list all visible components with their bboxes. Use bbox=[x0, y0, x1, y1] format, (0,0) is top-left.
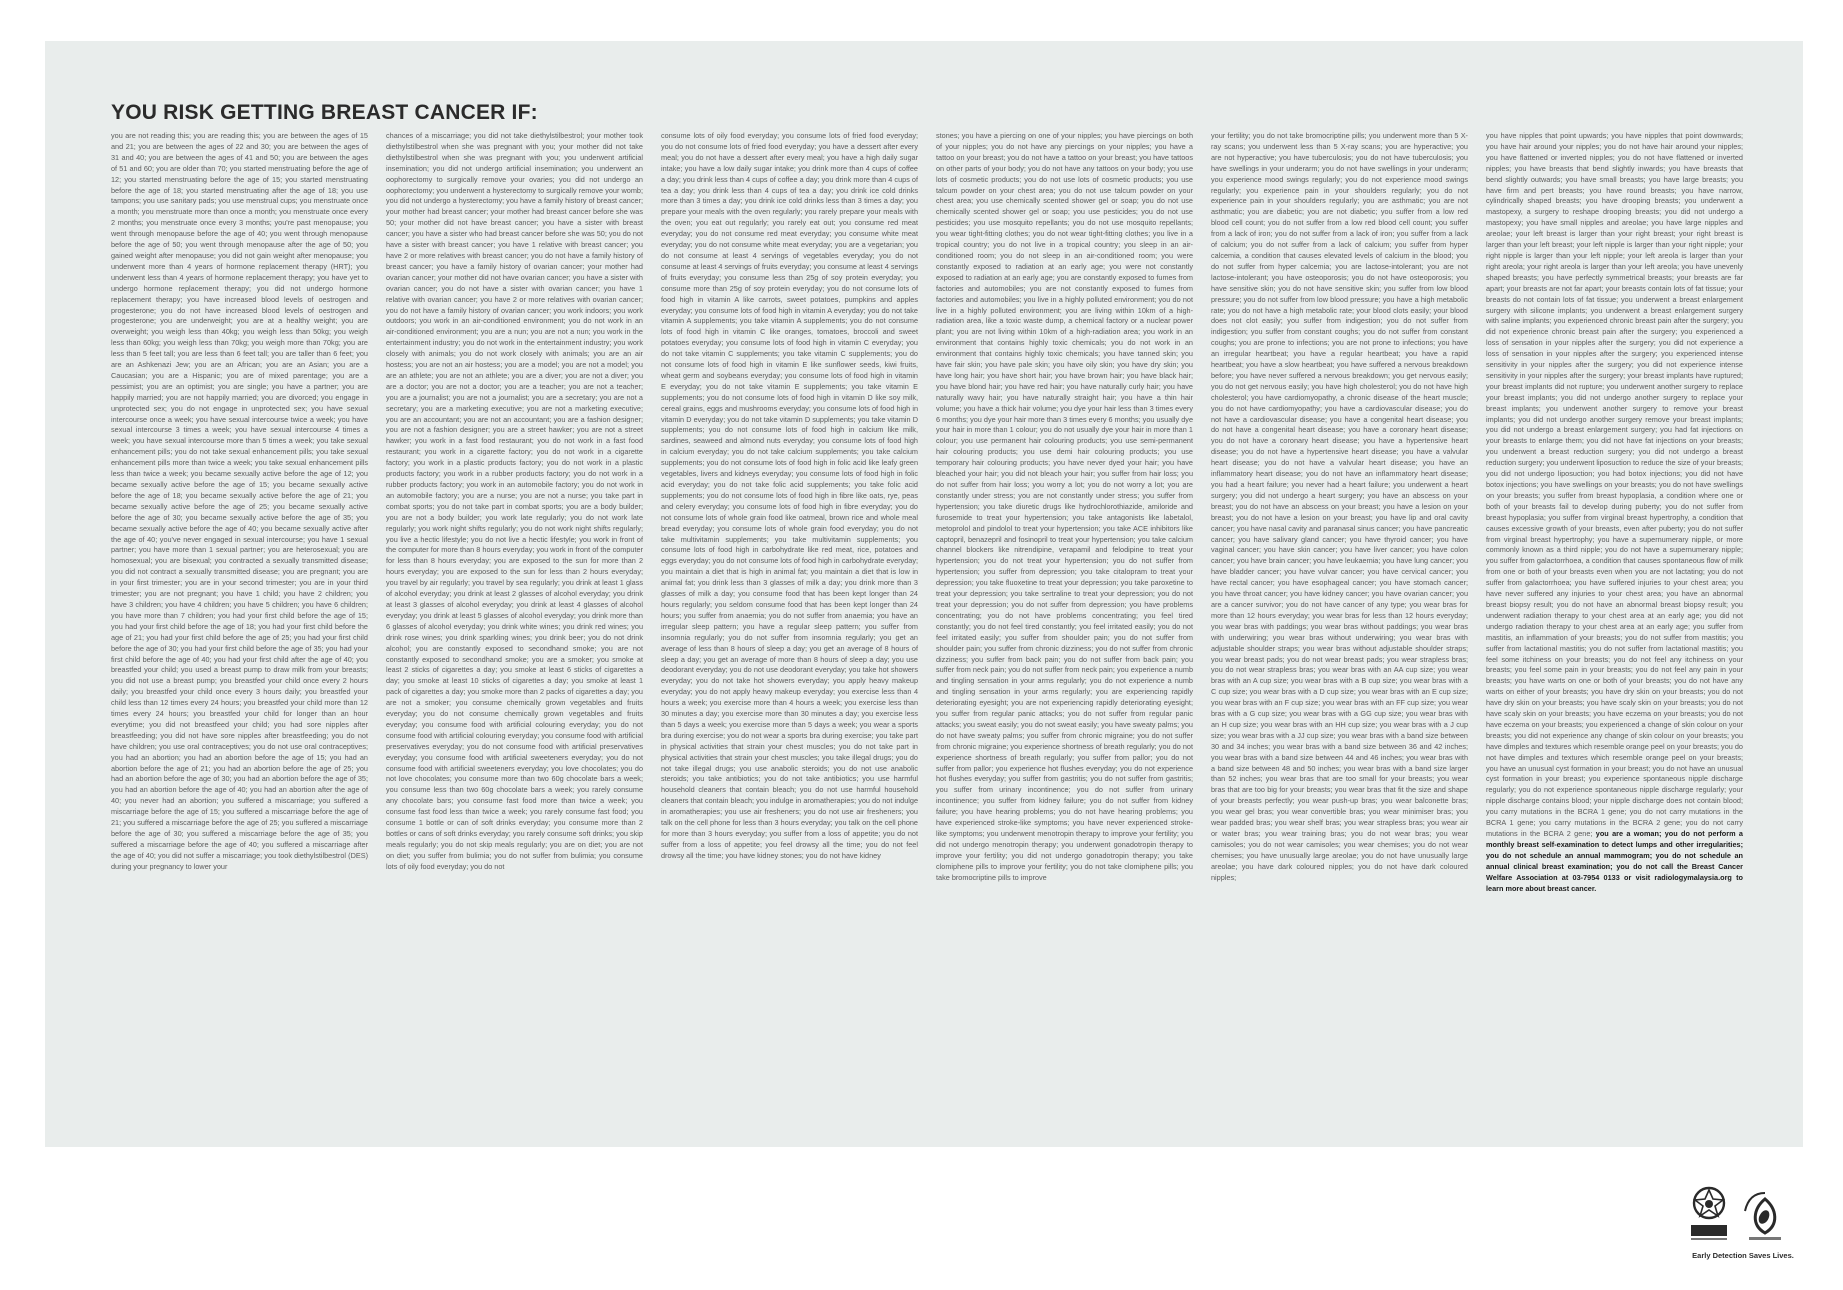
text-columns bbox=[111, 131, 1743, 1131]
footer-logos bbox=[1687, 1185, 1797, 1267]
text-column-3 bbox=[661, 131, 918, 1131]
column-3-text: consume lots of oily food everyday; you consume lots of fried food everyday; you do not consume lots of fried food everyday; you have a dessert after every meal; you do not have a dessert after every meal; you have a high daily sugar intake; you have a low daily sugar intake; you drink more than 4 cups of coffee a day; you drink less than 4 cups of coffee a day; you drink more than 4 cups of tea a day; you drink less than 4 cups of tea a day; you drink ice cold drinks more than 3 times a day; you drink ice cold drinks less than 3 times a day; you prepare your meals with the oven regularly; you rarely prepare your meals with the oven; you eat out regularly; you rarely eat out; you consume red meat everyday; you do not consume red meat everyday; you consume white meat everyday; you do not consume white meat everyday; you are a vegetarian; you do not consume at least 4 servings of vegetables everyday; you do not consume at least 4 servings of fruits everyday; you consume at least 4 servings of fruits everyday; you consume less than 25g of soy protein everyday; you consume more than 25g of soy protein everyday; you do not consume lots of food high in vitamin A like carrots, sweet potatoes, pumpkins and apples everyday; you consume lots of food high in vitamin A everyday; you do not take vitamin A supplements; you take vitamin A supplements; you do not consume lots of food high in vitamin C like oranges, tomatoes, broccoli and sweet potatoes everyday; you consume lots of food high in vitamin C everyday; you do not take vitamin C supplements; you take vitamin C supplements; you do not consume lots of food high in vitamin E like sunflower seeds, kiwi fruits, wheat germ and soybeans everyday; you consume lots of food high in vitamin E everyday; you do not take vitamin E supplements; you take vitamin E supplements; you do not consume lots of food high in vitamin D like soy milk, cereal grains, eggs and mushrooms everyday; you consume lots of food high in vitamin D everyday; you do not take vitamin D supplements; you take vitamin D supplements; you do not consume lots of food high in calcium like milk, sardines, seaweed and almond nuts everyday; you consume lots of food high in calcium everyday; you do not take calcium supplements; you take calcium supplements; you do not consume lots of food high in folic acid like leafy green vegetables, livers and kidneys everyday; you consume lots of food high in folic acid everyday; you do not take folic acid supplements; you take folic acid supplements; you do not consume lots of food high in fibre like oats, rye, peas and celery everyday; you consume lots of food high in fibre everyday; you do not consume lots of whole grain food like oatmeal, brown rice and whole meal bread everyday; you consume lots of whole grain food everyday; you do not take multivitamin supplements; you take multivitamin supplements; you consume lots of food high in carbohydrate like red meat, rice, potatoes and eggs everyday; you do not consume lots of food high in carbohydrate everyday; you maintain a diet that is high in animal fat; you maintain a diet that is low in animal fat; you drink less than 3 glasses of milk a day; you drink more than 3 glasses of milk a day; you consume food that has been kept longer than 24 hours regularly; you seldom consume food that has been kept longer than 24 hours; you suffer from anaemia; you do not suffer from anaemia; you have an irregular sleep pattern; you have a regular sleep pattern; you suffer from insomnia regularly; you do not suffer from insomnia regularly; you get an average of less than 8 hours of sleep a day; you get an average of 8 hours of sleep a day; you get an average of more than 8 hours of sleep a day; you use deodorant everyday; you do not use deodorant everyday; you take hot showers everyday; you do not take hot showers everyday; you apply heavy makeup everyday; you do not apply heavy makeup everyday; you exercise less than 4 hours a week; you exercise more than 4 hours a week; you exercise less than 30 minutes a day; you exercise more than 30 minutes a day; you exercise less than 5 days a week; you exercise more than 5 days a week; you wear a sports bra during exercise; you do not wear a sports bra during exercise; you take part in physical activities that strain your chest muscles; you do not take part in physical activities that strain your chest muscles; you take illegal drugs; you do not take illegal drugs; you use anabolic steroids; you do not use anabolic steroids; you take antibiotics; you do not take antibiotics; you use harmful household cleaners that contain bleach; you do not use harmful household cleaners that contain bleach; you indulge in aromatherapies; you do not indulge in aromatherapies; you use air fresheners; you do not use air fresheners; you talk on the cell phone for less than 3 hours everyday; you talk on the cell phone for more than 3 hours everyday; you suffer from a loss of appetite; you do not suffer from a loss of appetite; you feel drowsy all the time; you do not feel drowsy all the time; you have kidney stones; you do not have kidney bbox=[661, 131, 918, 860]
text-column-2 bbox=[386, 131, 643, 1131]
ad-panel bbox=[45, 41, 1803, 1147]
column-2-text: chances of a miscarriage; you did not take diethylstilbestrol; your mother took diethylstilbestrol when she was pregnant with you; your mother did not take diethylstilbestrol when she was pregnant with you; you underwent artificial insemination; you did not undergo artificial insemination; you underwent an oophorectomy to surgically remove your ovaries; you did not undergo an oophorectomy; you underwent a hysterectomy to surgically remove your womb; you did not undergo a hysterectomy; you have a family history of breast cancer; your mother had breast cancer; your mother had breast cancer before she was 50; your mother did not have breast cancer; you have a sister with breast cancer; you have a sister who had breast cancer before she was 50; you do not have a sister with breast cancer; you have 1 relative with breast cancer; you have 2 or more relatives with breast cancer; you do not have a family history of breast cancer; you have a family history of ovarian cancer; your mother had ovarian cancer; your mother did not have ovarian cancer; you have a sister with ovarian cancer; you do not have a sister with ovarian cancer; you have 1 relative with ovarian cancer; you have 2 or more relatives with ovarian cancer; you do not have a family history of ovarian cancer; you work indoors; you work outdoors; you work in an air-conditioned environment; you do not work in an air-conditioned environment; you are a nun; you are not a nun; you work in the entertainment industry; you do not work in the entertainment industry; you work closely with animals; you do not work closely with animals; you are an air hostess; you are not an air hostess; you are a model; you are not a model; you are an athlete; you are not an athlete; you are a diver; you are not a diver; you are a doctor; you are not a doctor; you are a teacher; you are not a teacher; you are a journalist; you are not a journalist; you are a secretary; you are not a secretary; you are a marketing executive; you are not a marketing executive; you are an accountant; you are not an accountant; you are a fashion designer; you are not a fashion designer; you are a street hawker; you are not a street hawker; you work in a fast food restaurant; you do not work in a fast food restaurant; you work in a cigarette factory; you do not work in a cigarette factory; you work in a plastic products factory; you do not work in a plastic products factory; you work in a rubber products factory; you do not work in a rubber products factory; you work in an automobile factory; you do not work in an automobile factory; you are a nurse; you are not a nurse; you take part in combat sports; you do not take part in combat sports; you are a body builder; you are not a body builder; you work late regularly; you do not work late regularly; you work night shifts regularly; you do not work night shifts regularly; you live a hectic lifestyle; you do not live a hectic lifestyle; you work in front of the computer for more than 8 hours everyday; you work in front of the computer for less than 8 hours everyday; you are exposed to the sun for more than 2 hours everyday; you are exposed to the sun for less than 2 hours everyday; you travel by air regularly; you travel by sea regularly; you drink at least 1 glass of alcohol everyday; you drink at least 2 glasses of alcohol everyday; you drink at least 3 glasses of alcohol everyday; you drink at least 4 glasses of alcohol everyday; you drink at least 5 glasses of alcohol everyday; you drink more than 6 glasses of alcohol everyday; you drink white wines; you drink red wines; you drink rose wines; you drink sparkling wines; you drink beer; you do not drink alcohol; you are constantly exposed to secondhand smoke; you are not constantly exposed to secondhand smoke; you are a smoker; you smoke at least 2 sticks of cigarettes a day; you smoke at least 6 sticks of cigarettes a day; you smoke at least 10 sticks of cigarettes a day; you smoke at least 1 pack of cigarettes a day; you smoke more than 2 packs of cigarettes a day; you are not a smoker; you consume chemically grown vegetables and fruits everyday; you do not consume chemically grown vegetables and fruits everyday; you consume food with artificial colouring everyday; you do not consume food with artificial colouring everyday; you consume food with artificial preservatives everyday; you do not consume food with artificial preservatives everyday; you consume food with artificial sweeteners everyday; you do not consume food with artificial sweeteners everyday; you love chocolates; you do not love chocolates; you consume more than two 60g chocolate bars a week; you consume less than two 60g chocolate bars a week; you rarely consume any chocolate bars; you consume fast food more than twice a week; you consume fast food less than twice a week; you rarely consume fast food; you consume 1 bottle or can of soft drinks everyday; you consume more than 2 bottles or cans of soft drinks everyday; you rarely consume soft drinks; you skip meals regularly; you do not skip meals regularly; you are on diet; you are not on diet; you suffer from bulimia; you do not suffer from bulimia; you consume lots of oily food everyday; you do not bbox=[386, 131, 643, 871]
text-column-6 bbox=[1486, 131, 1743, 1131]
text-column-5 bbox=[1211, 131, 1468, 1131]
text-column-4 bbox=[936, 131, 1193, 1131]
column-6-text bbox=[1486, 131, 1743, 894]
text-column-1 bbox=[111, 131, 368, 1131]
column-1-text: you are not reading this; you are reading this; you are between the ages of 15 and 21; you are between the ages of 22 and 30; you are between the ages of 31 and 40; you are between the ages of 41 and 50; you are between the ages of 51 and 60; you are older than 70; you started menstruating before the age of 12; you started menstruating before the age of 15; you started menstruating before the age of 18; you started menstruating after the age of 18; you use tampons; you use sanitary pads; you use menstrual cups; you menstruate once a month; you menstruate more than once a month; you menstruate once every 2 months; you menstruate once every 3 months; you're past menopause; you went through menopause before the age of 40; you went through menopause before the age of 50; you went through menopause after the age of 50; you gained weight after menopause; you did not gain weight after menopause; you underwent more than 4 years of hormone replacement therapy (HRT); you underwent less than 4 years of hormone replacement therapy; you have yet to undergo hormone replacement therapy; you did not undergo hormone replacement therapy; you have increased blood levels of oestrogen and progesterone; you do not have increased blood levels of oestrogen and progesterone; you are underweight; you are at a healthy weight; you are overweight; you weigh less than 40kg; you weigh less than 50kg; you weigh less than 60kg; you weigh less than 70kg; you weigh more than 70kg; you are less than 5 feet tall; you are less than 6 feet tall; you are taller than 6 feet; you are an Ashkenazi Jew; you are an African; you are an Asian; you are a Caucasian; you are a Hispanic; you are of mixed parentage; you are a pessimist; you are an optimist; you are single; you have a partner; you are happily married; you are not happily married; you are divorced; you engage in unprotected sex; you do not engage in unprotected sex; you have sexual intercourse once a week; you have sexual intercourse twice a week; you have sexual intercourse 3 times a week; you have sexual intercourse 4 times a week; you have sexual intercourse more than 5 times a week; you take sexual enhancement pills; you do not take sexual enhancement pills; you take sexual enhancement pills more than twice a week; you take sexual enhancement pills less than twice a week; you became sexually active before the age of 12; you became sexually active before the age of 15; you became sexually active before the age of 18; you became sexually active before the age of 21; you became sexually active before the age of 25; you became sexually active before the age of 30; you became sexually active before the age of 35; you became sexually active before the age of 40; you became sexually active after the age of 40; you've never engaged in sexual intercourse; you have 1 sexual partner; you have more than 1 sexual partner; you are heterosexual; you are homosexual; you are bisexual; you contracted a sexually transmitted disease; you did not contract a sexually transmitted disease; you are pregnant; you are in your first trimester; you are in your second trimester; you are in your third trimester; you are not pregnant; you have 1 child; you have 2 children; you have 3 children; you have 4 children; you have 5 children; you have 6 children; you have more than 7 children; you had your first child before the age of 15; you had your first child before the age of 18; you had your first child before the age of 21; you had your first child before the age of 25; you had your first child before the age of 30; you had your first child before the age of 35; you had your first child before the age of 40; you had your first child after the age of 40; you breastfed your child; you used a breast pump to draw milk from your breasts; you did not use a breast pump; you breastfed your child once every 2 hours daily; you breastfed your child once every 3 hours daily; you breastfed your child less than 12 times every 24 hours; you breastfed your child more than 12 times every 24 hours; you breastfed your child for longer than an hour everytime; you did not breastfeed your child; you had sore nipples after breastfeeding; you did not have sore nipples after breastfeeding; you do not have children; you use oral contraceptives; you do not use oral contraceptives; you had an abortion; you had an abortion before the age of 15; you had an abortion before the age of 21; you had an abortion before the age of 25; you had an abortion before the age of 30; you had an abortion before the age of 35; you had an abortion before the age of 40; you had an abortion after the age of 40; you never had an abortion; you suffered a miscarriage; you suffered a miscarriage before the age of 15; you suffered a miscarriage before the age of 21; you suffered a miscarriage before the age of 25; you suffered a miscarriage before the age of 30; you suffered a miscarriage before the age of 35; you suffered a miscarriage before the age of 40; you suffered a miscarriage after the age of 40; you did not suffer a miscarriage; you took diethylstilbestrol (DES) during your pregnancy to lower your bbox=[111, 131, 368, 871]
column-5-text: your fertility; you do not take bromocriptine pills; you underwent more than 5 X-ray scans; you underwent less than 5 X-ray scans; you are hyperactive; you are not hyperactive; you have tuberculosis; you do not have tuberculosis; you have swellings in your underarm; you do not have swellings in your underarm; you experience mood swings regularly; you do not experience mood swings regularly; you experience pain in your shoulders regularly; you do not experience pain in your shoulders regularly; you are asthmatic; you are not asthmatic; you are diabetic; you are not diabetic; you suffer from a low red blood cell count; you do not suffer from a low red blood cell count; you suffer from a lack of iron; you do not suffer from a lack of iron; you suffer from a lack of calcium; you do not suffer from a lack of calcium; you suffer from hyper calcemia, a condition that causes elevated levels of calcium in the blood; you do not suffer from hyper calcemia; you are lactose-intolerant; you are not lactose-intolerant; you have osteoporosis; you do not have osteoporosis; you have sensitive skin; you do not have sensitive skin; you suffer from low blood pressure; you do not suffer from low blood pressure; you have a high metabolic rate; you do not have a high metabolic rate; your blood clots easily; your blood does not clot easily; you suffer from indigestion; you do not suffer from indigestion; you suffer from constant coughs; you do not suffer from constant coughs; you are prone to infections; you are not prone to infections; you have an irregular heartbeat; you have a regular heartbeat; you have a rapid heartbeat; you have a slow heartbeat; you have suffered a nervous breakdown before; you have never suffered a nervous breakdown; you get nervous easily; you do not get nervous easily; you have high cholesterol; you do not have high cholesterol; you have cardiomyopathy, a chronic disease of the heart muscle; you do not have cardiomyopathy; you have a cardiovascular disease; you do not have a cardiovascular disease; you have a congenital heart disease; you do not have a congenital heart disease; you have a coronary heart disease; you do not have a coronary heart disease; you have a hypertensive heart disease; you do not have a hypertensive heart disease; you have a valvular heart disease; you do not have a valvular heart disease; you have an inflammatory heart disease; you do not have an inflammatory heart disease; you had a heart failure; you never had a heart failure; you underwent a heart surgery; you did not undergo a heart surgery; you have an abscess on your breast; you do not have an abscess on your breast; you have a lesion on your breast; you do not have a lesion on your breast; you have lip and oral cavity cancer; you have nasal cavity and paranasal sinus cancer; you have pancreatic cancer; you have salivary gland cancer; you have thyroid cancer; you have vaginal cancer; you have skin cancer; you have liver cancer; you have colon cancer; you have brain cancer; you have leukaemia; you have lung cancer; you have bladder cancer; you have vulvar cancer; you have cervical cancer; you have rectal cancer; you have esophageal cancer; you have stomach cancer; you have throat cancer; you have kidney cancer; you have ovarian cancer; you are a cancer survivor; you do not have cancer of any type; you wear bras for more than 12 hours everyday; you wear bras for less than 12 hours everyday; you wear bras with paddings; you wear bras without paddings; you wear bras with underwiring; you wear bras without underwiring; you wear bras with adjustable shoulder straps; you wear bras without adjustable shoulder straps; you wear breast pads; you do not wear breast pads; you wear strapless bras; you do not wear strapless bras; you wear bras with an AA cup size; you wear bras with an A cup size; you wear bras with a B cup size; you wear bras with a C cup size; you wear bras with a D cup size; you wear bras with an E cup size; you wear bras with an F cup size; you wear bras with an FF cup size; you wear bras with a G cup size; you wear bras with a GG cup size; you wear bras with an H cup size; you wear bras with an HH cup size; you wear bras with a J cup size; you wear bras with a JJ cup size; you wear bras with a band size between 30 and 34 inches; you wear bras with a band size between 36 and 42 inches; you wear bras with a band size between 44 and 46 inches; you wear bras with a band size between 48 and 50 inches; you wear bras with a band size larger than 52 inches; you wear bras that are too small for your breasts; you wear bras that are too big for your breasts; you wear bras that fit the size and shape of your breasts perfectly; you wear push-up bras; you wear balconette bras; you wear gel bras; you wear convertible bras; you wear minimiser bras; you wear padded bras; you wear shelf bras; you wear strapless bras; you wear air or water bras; you wear training bras; you do not wear bras; you wear camisoles; you do not wear camisoles; you wear chemises; you do not wear chemises; you have unusually large areolae; you do not have unusually large areolae; you have dark coloured nipples; you do not have dark coloured nipples; bbox=[1211, 131, 1468, 882]
closing-call-to-action: you are a woman; you do not perform a monthly breast self-examination to detect lumps and other irregularities; you do not schedule an annual mammogram; you do not schedule an annual clinical breast examination; you do not call the Breast Cancer Welfare Association at 03-7954 0133 or visit radiologymalaysia.org to learn more about breast cancer. bbox=[1486, 829, 1743, 893]
column-4-text: stones; you have a piercing on one of your nipples; you have piercings on both of your nipples; you do not have any piercings on your nipples; you have a tattoo on your breast; you do not have a tattoo on your breast; you have tattoos on other parts of your body; you do not have any tattoos on your body; you use lots of cosmetic products; you do not use lots of cosmetic products; you use talcum powder on your chest area; you do not use talcum powder on your chest area; you use chemically scented shower gel or soap; you do not use chemically scented shower gel or soap; you use pesticides; you do not use pesticides; you use mosquito repellants; you do not use mosquito repellants; you wear tight-fitting clothes; you do not wear tight-fitting clothes; you live in a tropical country; you do not live in a tropical country; you sleep in an air-conditioned room; you do not sleep in an air-conditioned room; you were constantly exposed to radiation at an early age; you were not constantly exposed to radiation at an early age; you are constantly exposed to fumes from factories and automobiles; you are not constantly exposed to fumes from factories and automobiles; you live in a highly polluted environment; you do not live in a highly polluted environment; you are living within 10km of a high-radiation area, like a toxic waste dump, a chemical factory or a nuclear power plant; you are not living within 10km of a high-radiation area; you work in an environment that contains highly toxic chemicals; you do not work in an environment that contains highly toxic chemicals; you have tanned skin; you have fair skin; you have pale skin; you have oily skin; you have dry skin; you have long hair; you have short hair; you have brown hair; you have black hair; you have blond hair; you have red hair; you have naturally curly hair; you have naturally wavy hair; you have naturally straight hair; you have a thin hair volume; you have a thick hair volume; you dye your hair less than 3 times every 6 months; you dye your hair more than 3 times every 6 months; you usually dye your hair in more than 1 colour; you do not usually dye your hair in more than 1 colour; you use permanent hair colouring products; you use semi-permanent hair colouring products; you use demi hair colouring products; you use temporary hair colouring products; you have never dyed your hair; you have bleached your hair; you did not bleach your hair; you suffer from hair loss; you do not suffer from hair loss; you worry a lot; you do not worry a lot; you are constantly under stress; you are not constantly under stress; you suffer from hypertension; you take diuretic drugs like hydrochlorothiazide, amiloride and furosemide to treat your hypertension; you take antagonists like labetalol, metoprolol and pindolol to treat your hypertension; you take ACE inhibitors like captopril, benazepril and fosinopril to treat your hypertension; you take calcium channel blockers like nitrendipine, verapamil and felodipine to treat your hypertension; you do not treat your hypertension; you do not suffer from hypertension; you suffer from depression; you take citalopram to treat your depression; you take fluoxetine to treat your depression; you take paroxetine to treat your depression; you take sertraline to treat your depression; you do not treat your depression; you do not suffer from depression; you have problems concentrating; you do not have problems concentrating; you feel tired constantly; you do not feel tired constantly; you feel irritated easily; you do not feel irritated easily; you suffer from shoulder pain; you do not suffer from shoulder pain; you suffer from chronic dizziness; you do not suffer from chronic dizziness; you suffer from back pain; you do not suffer from back pain; you suffer from neck pain; you do not suffer from neck pain; you experience a numb and tingling sensation in your arms regularly; you do not experience a numb and tingling sensation in your arms regularly; you are experiencing rapidly deteriorating eyesight; you are not experiencing rapidly deteriorating eyesight; you suffer from regular panic attacks; you do not suffer from regular panic attacks; you sweat easily; you do not sweat easily; you have sweaty palms; you do not have sweaty palms; you suffer from chronic migraine; you do not suffer from chronic migraine; you experience shortness of breath regularly; you do not experience shortness of breath regularly; you suffer from pallor; you do not suffer from pallor; you experience hot flushes everyday; you do not experience hot flushes everyday; you suffer from gastritis; you do not suffer from gastritis; you suffer from urinary incontinence; you do not suffer from urinary incontinence; you suffer from kidney failure; you do not suffer from kidney failure; you have hearing problems; you do not have hearing problems; you have experienced stroke-like symptoms; you have never experienced stroke-like symptoms; you underwent menotropin therapy to improve your fertility; you did not undergo menotropin therapy; you underwent gonadotropin therapy to improve your fertility; you did not undergo gonadotropin therapy; you take clomiphene pills to improve your fertility; you do not take clomiphene pills; you take bromocriptine pills to improve bbox=[936, 131, 1193, 882]
headline: YOU RISK GETTING BREAST CANCER IF: bbox=[111, 101, 538, 124]
welfare-association-logo bbox=[1739, 1187, 1791, 1243]
tagline: Early Detection Saves Lives. bbox=[1692, 1251, 1794, 1260]
column-6-body: you have nipples that point upwards; you have nipples that point downwards; you have hair around your nipples; you do not have hair around your nipples; you have flattened or inverted nipples; you do not have flattened or inverted nipples; you have breasts that bend slightly inwards; you have breasts that bend slightly outwards; you have small breasts; you have large breasts; you have firm and pert breasts; you have round breasts; you have narrow, cylindrically shaped breasts; you have drooping breasts; you underwent a mastopexy, a surgery to reshape drooping breasts; you did not undergo a mastopexy; you have small nipples and areolae; you have large nipples and areolae; your left breast is larger than your right breast; your right breast is larger than your left breast; your left nipple is larger than your right nipple; your right nipple is larger than your left nipple; your left areola is larger than your right areola; your right areola is larger than your left areola; you have unevenly shaped breasts; you have perfectly symmetrical breasts; your breasts are far apart; your breasts are not far apart; your breasts contain lots of fat tissue; your breasts do not contain lots of fat tissue; you underwent a breast enlargement surgery with silicone implants; you underwent a breast enlargement surgery with saline implants; you experienced chronic breast pain after the surgery; you did not experience chronic breast pain after the surgery; you experienced a loss of sensation in your nipples after the surgery; you did not experience a loss of sensation in your nipples after the surgery; you experienced intense sensitivity in your nipples after the surgery; you did not experience intense sensitivity in your nipples after the surgery; your breast implants have ruptured; your breast implants did not rupture; you underwent another surgery to replace your breast implants; you did not undergo another surgery to replace your breast implants; you underwent another surgery to remove your breast implants; you did not undergo another surgery remove your breast implants; you did not undergo a breast enlargement surgery; you had fat injections on your breasts to enlarge them; you did not have fat injections on your breasts; you underwent a breast reduction surgery; you did not undergo a breast reduction surgery; you underwent liposuction to reduce the size of your breasts; you did not undergo liposuction; you had botox injections; you did not have botox injections; you have swellings on your breasts; you do not have swellings on your breasts; you suffer from breast hypoplasia, a condition where one or both of your breasts fail to develop during puberty; you do not suffer from breast hypoplasia; you suffer from virginal breast hypertrophy, a condition that causes excessive growth of your breasts, even after puberty; you do not suffer from virginal breast hypertrophy; you have a supernumerary nipple, or more commonly known as a third nipple; you do not have a supernumerary nipple; you suffer from galactorrhoea, a condition that causes spontaneous flow of milk from one or both of your breasts even when you are not lactating; you do not suffer from galactorrhoea; you have suffered injuries to your chest area; you have never suffered any injuries to your chest area; you have an abnormal breast biopsy result; you do not have an abnormal breast biopsy result; you underwent radiation therapy to your chest area at an early age; you did not undergo radiation therapy to your chest area at an early age; you suffer from mastitis, an inflammation of your breasts; you do not suffer from mastitis; you suffer from lactational mastitis; you do not suffer from lactational mastitis; you feel some itchiness on your breasts; you do not feel any itchiness on your breasts; you feel some pain in your breasts; you do not feel any pain in your breasts; you have warts on one or both of your breasts; you do not have any warts on either of your breasts; you have dry skin on your breasts; you do not have dry skin on your breasts; you have scaly skin on your breasts; you do not have scaly skin on your breasts; you have eczema on your breasts; you do not have eczema on your breasts; you experienced a change of skin colour on your breasts; you did not experience any change of skin colour on your breasts; you have dimples and textures which resemble orange peel on your breasts; you do not have dimples and textures which resemble orange peel on your breasts; you have an unusual cyst formation in your breast; you do not have an unusual cyst formation in your breast; you experience spontaneous nipple discharge regularly; you do not experience spontaneous nipple discharge regularly; your nipple discharge contains blood; your nipple discharge does not contain blood; you carry mutations in the BCRA 1 gene; you do not carry mutations in the BCRA 1 gene; you carry mutations in the BCRA 2 gene; you do not carry mutations in the BCRA 2 gene; bbox=[1486, 131, 1743, 838]
womens-weekly-logo bbox=[1689, 1185, 1729, 1243]
